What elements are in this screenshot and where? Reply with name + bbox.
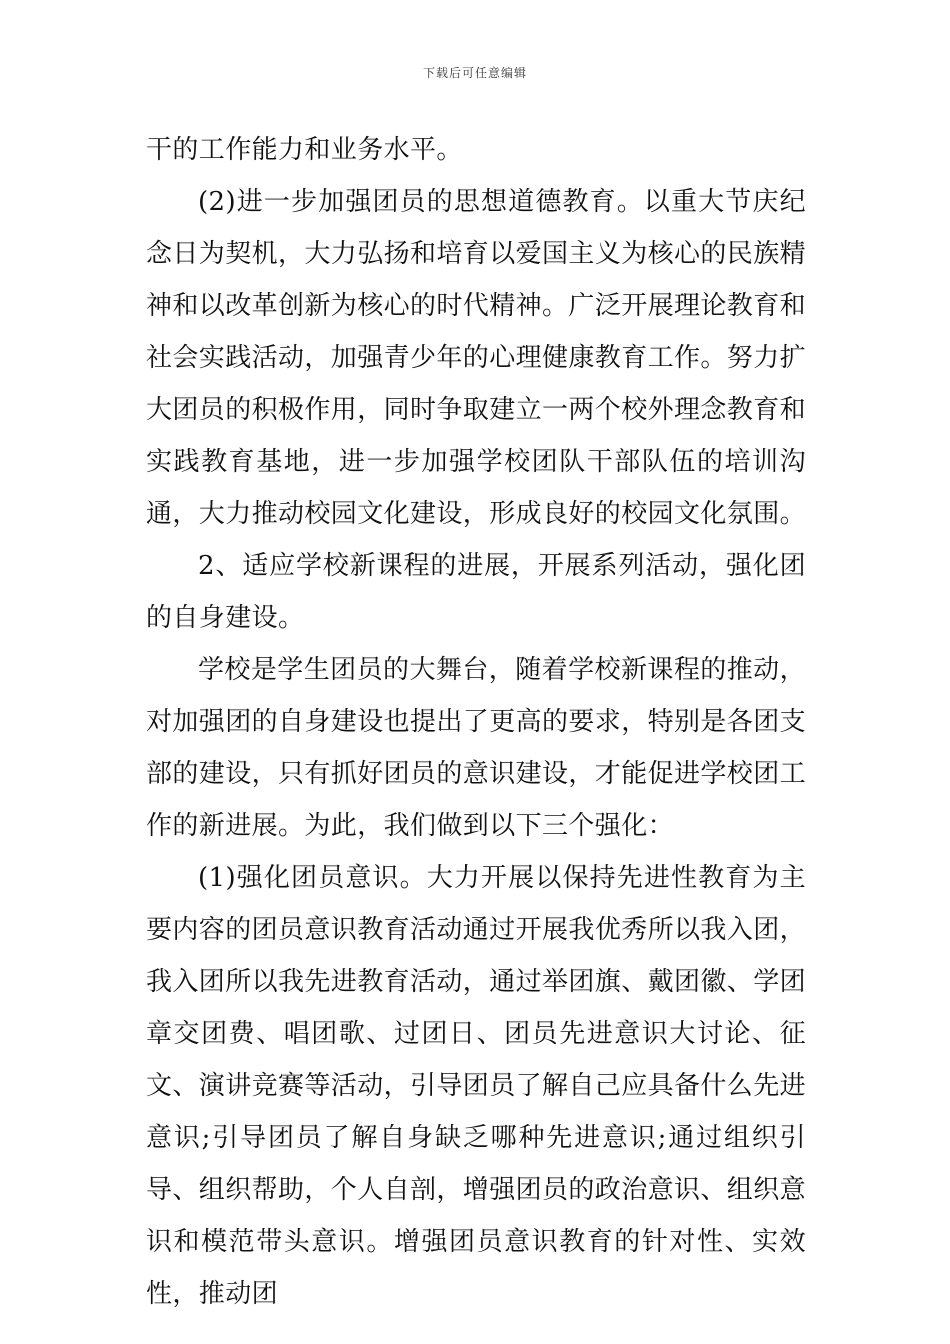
paragraph-continuation: 干的工作能力和业务水平。 (146, 135, 463, 165)
page-header-note: 下载后可任意编辑 (422, 66, 527, 80)
paragraph-moral-education: (2)进一步加强团员的思想道德教育。以重大节庆纪念日为契机，大力弘扬和培育以爱国主义为核心的民族精神和以改革创新为核心的时代精神。广泛开展理论教育和社会实践活动，加强青少年的心理健康教育工作。努力扩大团员的积极作用，同时争取建立一两个校外理念教育和实践教育基地，进一步加强学校团队干部队伍的培训沟通，大力推动校园文化建设，形成良好的校园文化氛围。 (146, 187, 807, 529)
paragraph-member-awareness: (1)强化团员意识。大力开展以保持先进性教育为主要内容的团员意识教育活动通过开展我优秀所以我入团，我入团所以我先进教育活动，通过举团旗、戴团徽、学团章交团费、唱团歌、过团日、团员先进意识大讨论、征文、演讲竞赛等活动，引导团员了解自己应具备什么先进意识;引导团员了解自身缺乏哪种先进意识;通过组织引导、组织帮助，个人自剖，增强团员的政治意识、组织意识和模范带头意识。增强团员意识教育的针对性、实效性，推动团 (146, 863, 807, 1309)
paragraph-school-stage: 学校是学生团员的大舞台，随着学校新课程的推动，对加强团的自身建设也提出了更高的要求，特别是各团支部的建设，只有抓好团员的意识建设，才能促进学校团工作的新进展。为此，我们做到以下三个强化： (146, 655, 807, 841)
document-body (146, 124, 806, 1320)
paragraph-section-2-heading: 2、适应学校新课程的进展，开展系列活动，强化团的自身建设。 (146, 551, 806, 633)
